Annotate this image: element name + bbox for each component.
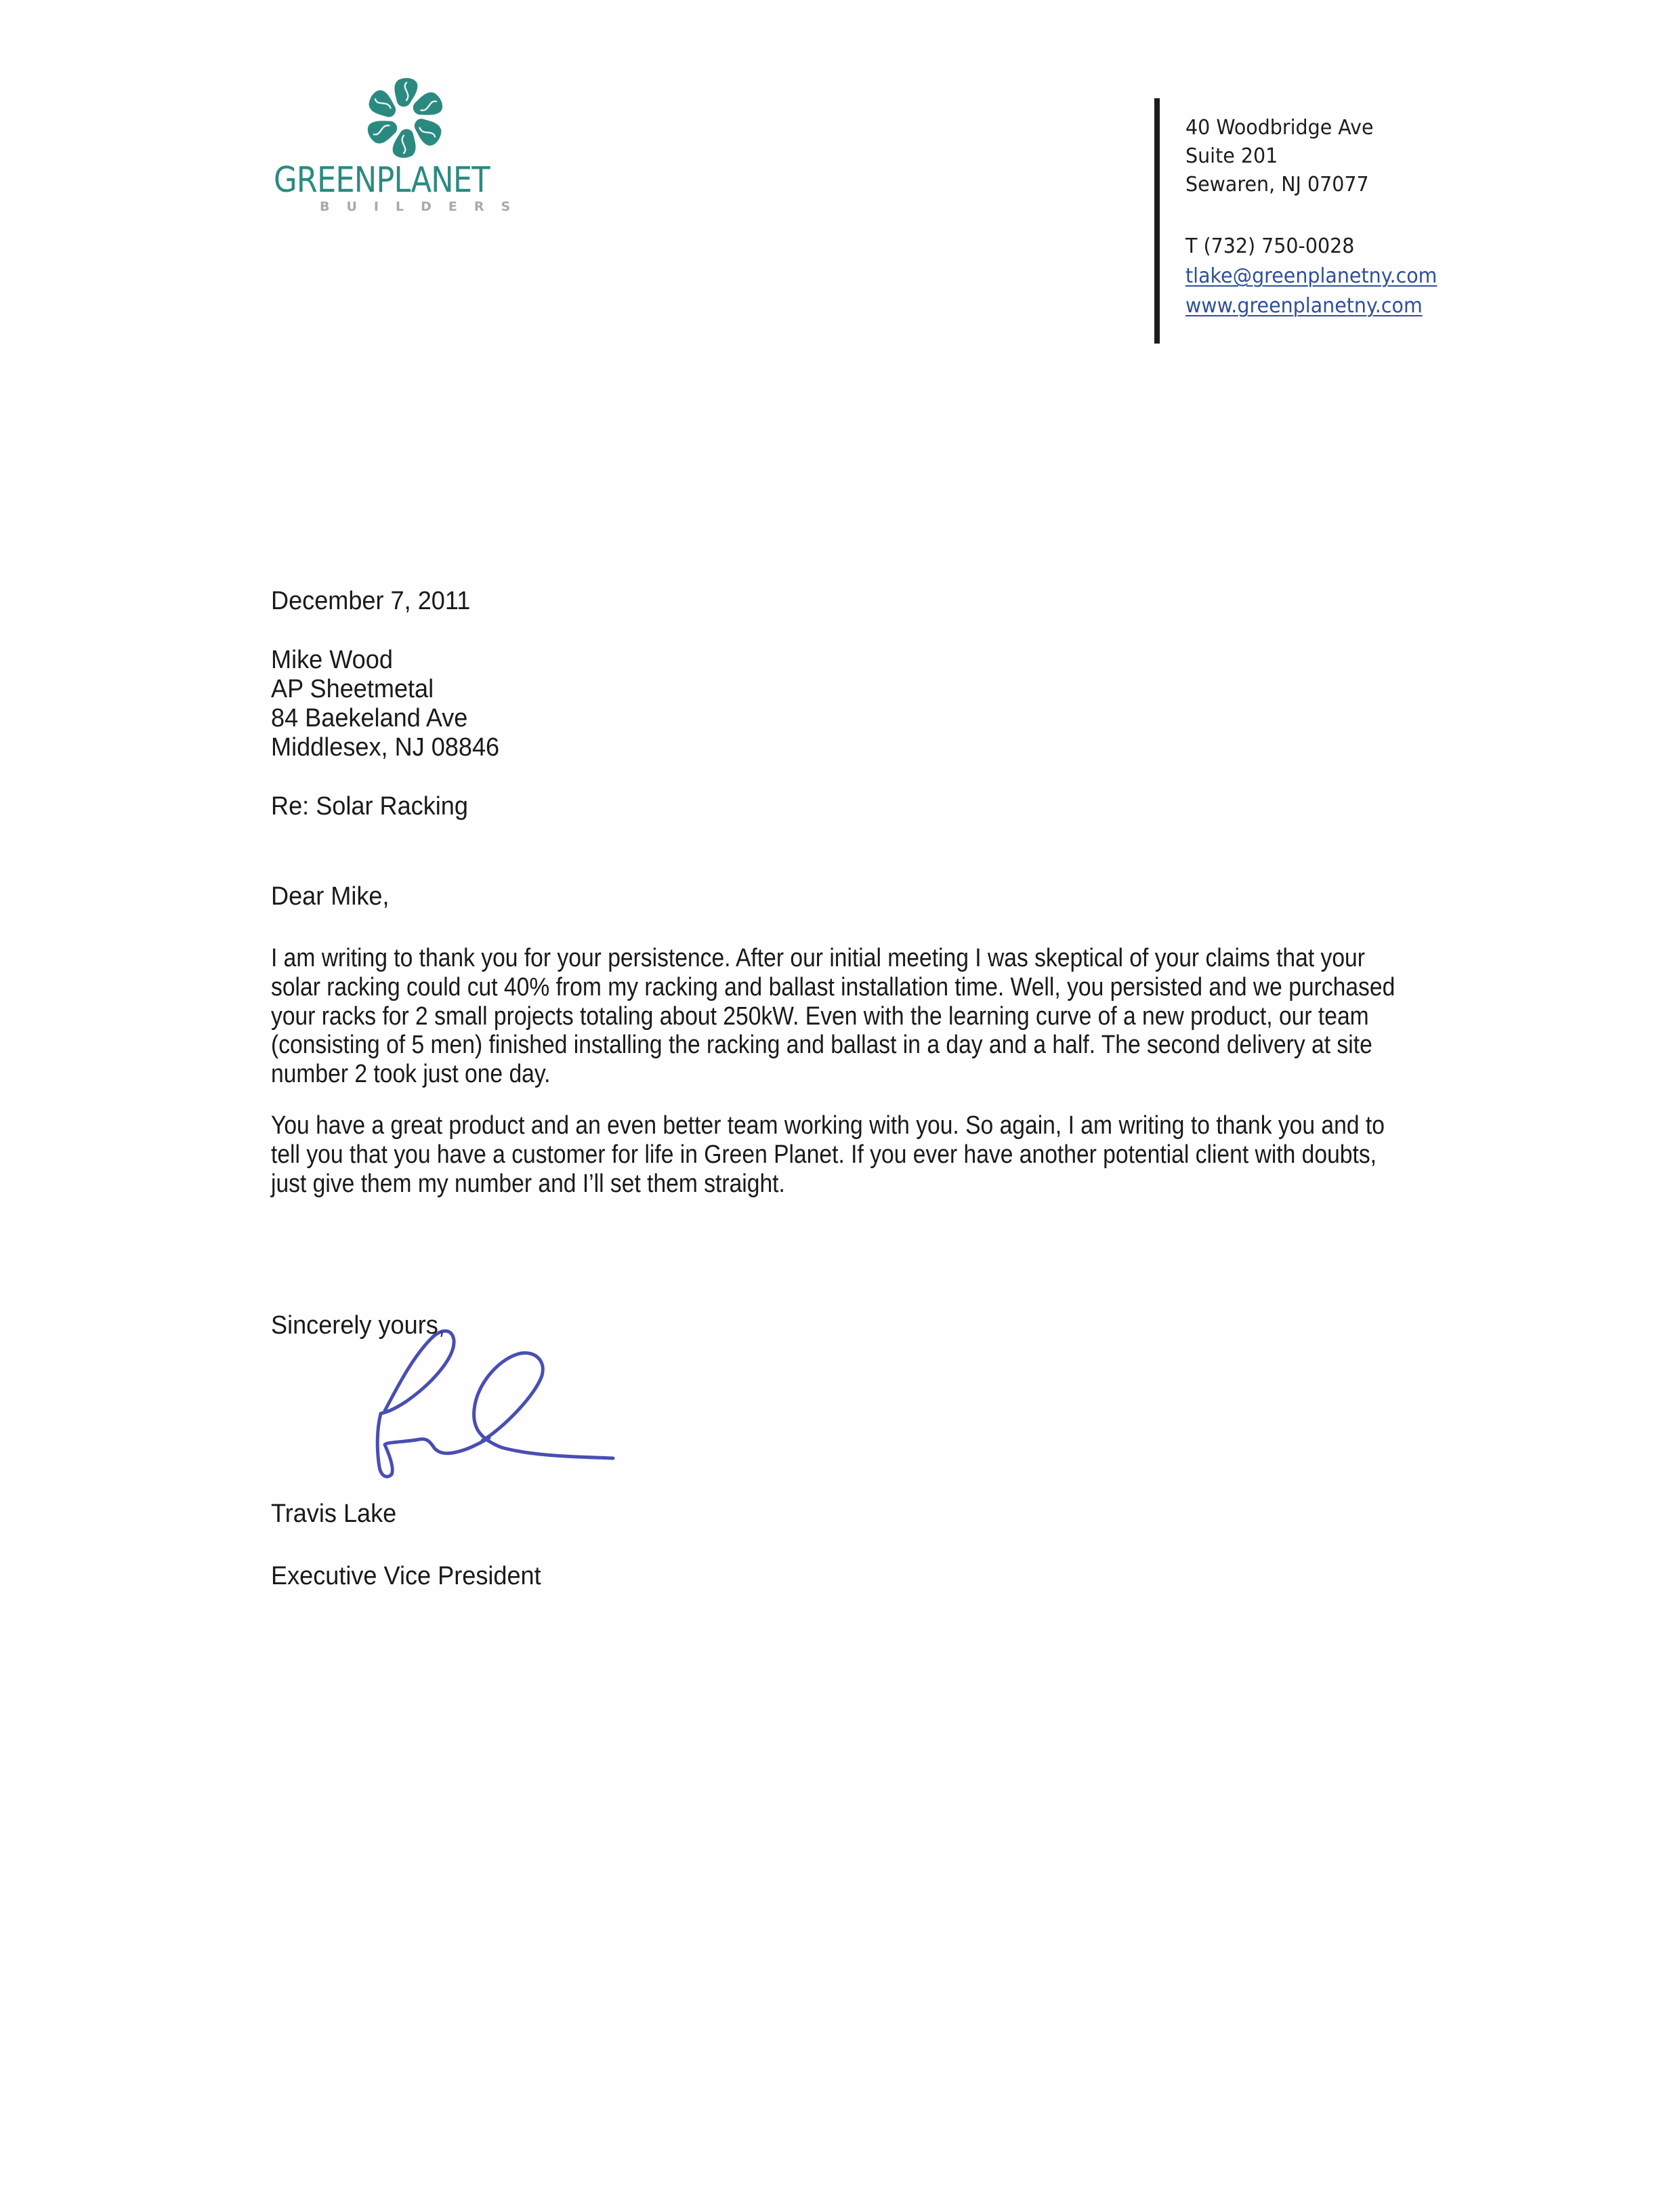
contact-divider (1154, 98, 1160, 344)
address-line-2: Suite 201 (1185, 144, 1278, 168)
paragraph-line: You have a great product and an even better team working with you. So again, I am writing to thank you and to (271, 1111, 1385, 1140)
signer-name: Travis Lake (271, 1500, 397, 1528)
address-line-1: 40 Woodbridge Ave (1185, 116, 1374, 140)
recipient-name: Mike Wood (271, 646, 393, 674)
recipient-street: 84 Baekeland Ave (271, 704, 468, 732)
greenplanet-flower-logo-icon (363, 75, 447, 161)
paragraph-line: just give them my number and I’ll set them straight. (271, 1170, 785, 1198)
signer-title: Executive Vice President (271, 1562, 541, 1590)
email-link[interactable]: tlake@greenplanetny.com (1185, 264, 1437, 288)
website-link[interactable]: www.greenplanetny.com (1185, 294, 1423, 318)
paragraph-line: solar racking could cut 40% from my racking and ballast installation time. Well, you persisted and we purchased (271, 973, 1395, 1002)
paragraph-line: tell you that you have a customer for life in Green Planet. If you ever have another potential client with doubts, (271, 1140, 1377, 1169)
address-line-3: Sewaren, NJ 07077 (1185, 173, 1369, 197)
paragraph-line: I am writing to thank you for your persistence. After our initial meeting I was skeptical of your claims that your (271, 944, 1365, 972)
company-wordmark: GREENPLANET (274, 160, 490, 201)
paragraph-line: number 2 took just one day. (271, 1060, 551, 1088)
paragraph-line: your racks for 2 small projects totaling about 250kW. Even with the learning curve of a new product, our team (271, 1002, 1369, 1031)
recipient-city: Middlesex, NJ 08846 (271, 733, 500, 762)
closing: Sincerely yours, (271, 1311, 445, 1340)
salutation: Dear Mike, (271, 882, 390, 911)
letter-date: December 7, 2011 (271, 587, 471, 615)
paragraph-line: (consisting of 5 men) finished installing the racking and ballast in a day and a half. The second delivery at site (271, 1031, 1372, 1059)
subject-line: Re: Solar Racking (271, 792, 468, 821)
phone-number: T (732) 750-0028 (1185, 234, 1355, 258)
website-line (1185, 292, 1423, 321)
company-subtitle: BUILDERS (320, 199, 528, 214)
email-line (1185, 262, 1437, 291)
recipient-company: AP Sheetmetal (271, 675, 434, 703)
